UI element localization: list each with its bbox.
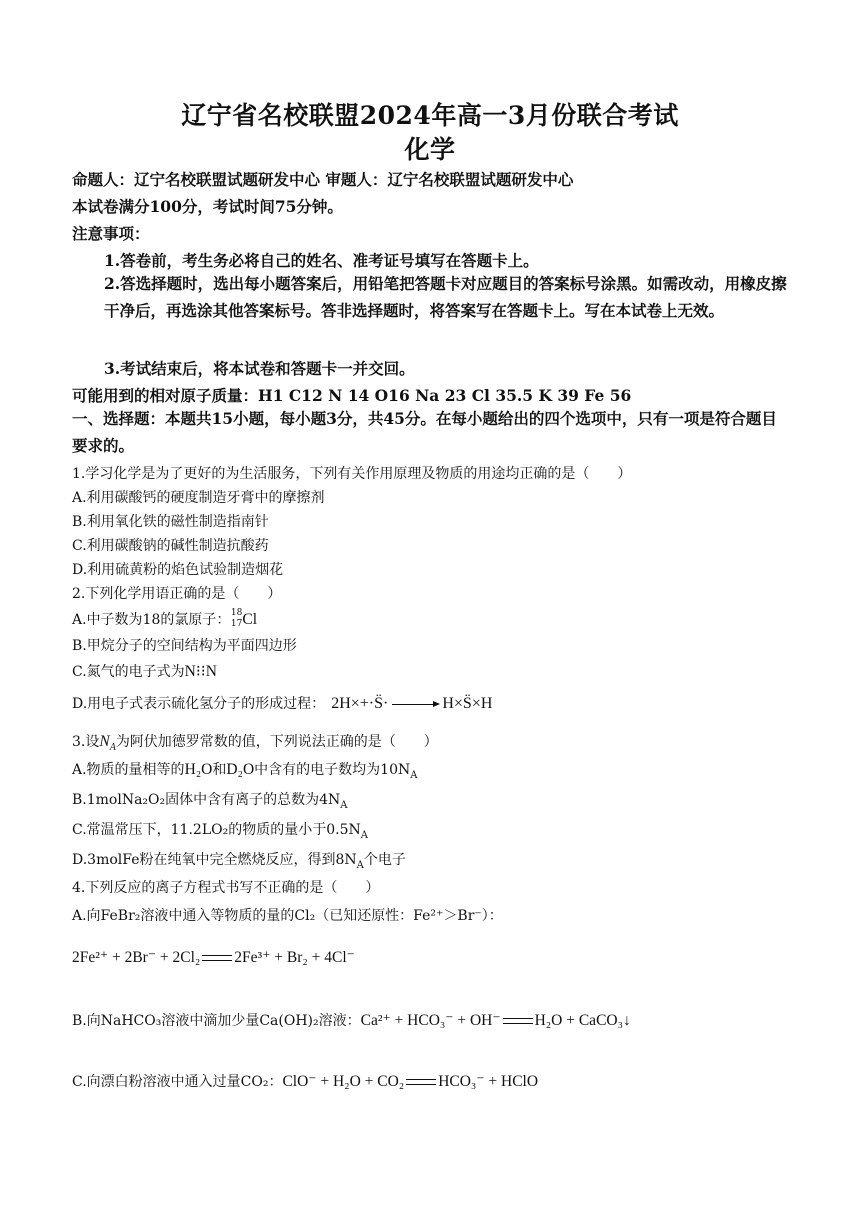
q3-option-a-text: A.物质的量相等的 [72, 762, 185, 778]
q2-option-d-text: D.用电子式表示硫化氢分子的形成过程： [72, 696, 326, 712]
q1-option-a: A.利用碳酸钙的硬度制造牙膏中的摩擦剂 [72, 490, 325, 506]
isotope-notation [230, 610, 242, 630]
h2s-formation-diagram [331, 695, 492, 713]
equation-left: Ca²⁺ + HCO₃⁻ + OH⁻ [360, 1012, 501, 1029]
nitrogen-electron-formula: N⁝⁝N [184, 663, 217, 680]
exam-title: 辽宁省名校联盟2024年高一3月份联合考试 [181, 101, 679, 130]
q2-option-d [72, 693, 492, 713]
na-sub: A [360, 829, 368, 841]
score-time-line: 本试卷满分100分，考试时间75分钟。 [72, 197, 343, 216]
mass-number: 18 [230, 608, 243, 618]
q2-option-b: B.甲烷分子的空间结构为平面四边形 [72, 638, 297, 654]
equation-left: ClO⁻ + H₂O + CO₂ [282, 1073, 405, 1090]
equation-right: 2Fe³⁺ + Br₂ + 4Cl⁻ [234, 949, 355, 966]
q3-option-c [72, 819, 368, 841]
note-1: 1.答卷前，考生务必将自己的姓名、准考证号填写在答题卡上。 [104, 251, 539, 270]
equals-sign-icon [202, 955, 232, 961]
na-sub: A [410, 769, 418, 781]
authors-line: 命题人：辽宁名校联盟试题研发中心 审题人：辽宁名校联盟试题研发中心 [72, 170, 574, 189]
q4-option-b [72, 1010, 631, 1030]
note-2 [72, 270, 788, 324]
q3-stem-post: 为阿伏加德罗常数的值，下列说法正确的是（ ） [115, 734, 438, 750]
equation-right: HCO₃⁻ + HClO [438, 1073, 539, 1090]
q3-option-d [72, 849, 406, 871]
q2-option-c-text: C.氮气的电子式为 [72, 664, 185, 680]
atomic-masses: 可能用到的相对原子质量：H1 C12 N 14 O16 Na 23 Cl 35.5 K 39 Fe 56 [72, 386, 632, 405]
q3-option-a-tail: 中含有的电子数均为10N [254, 762, 411, 778]
q2-option-a-text: A.中子数为18的氯原子： [72, 612, 231, 628]
equals-sign-icon [406, 1079, 436, 1085]
q1-stem: 1.学习化学是为了更好的为生活服务，下列有关作用原理及物质的用途均正确的是（ ） [72, 466, 632, 482]
q2-stem: 2.下列化学用语正确的是（ ） [72, 586, 282, 602]
equation-left: 2Fe²⁺ + 2Br⁻ + 2Cl₂ [72, 949, 201, 966]
q4-option-c [72, 1071, 538, 1091]
q1-option-d: D.利用硫黄粉的焰色试验制造烟花 [72, 562, 284, 578]
q3-option-a-and: 和 [212, 762, 227, 778]
q1-option-c: C.利用碳酸钠的碱性制造抗酸药 [72, 538, 269, 554]
equation-right: H₂O + CaCO₃↓ [534, 1012, 631, 1029]
q3-option-d-text: D.3molFe粉在纯氧中完全燃烧反应，得到8N [72, 852, 357, 868]
notes-title: 注意事项： [72, 224, 150, 243]
q1-option-b: B.利用氧化铁的磁性制造指南针 [72, 514, 269, 530]
section-1-heading [72, 405, 788, 459]
q2-option-c [72, 661, 217, 681]
q3-option-b-text: B.1molNa₂O₂固体中含有离子的总数为4N [72, 792, 341, 808]
na-sub: A [340, 799, 348, 811]
note-3: 3.考试结束后，将本试卷和答题卡一并交回。 [104, 359, 415, 378]
q4-stem: 4.下列反应的离子方程式书写不正确的是（ ） [72, 880, 380, 896]
avogadro-sub: A [109, 742, 116, 754]
na-sub: A [356, 859, 364, 871]
avogadro-n: N [99, 733, 110, 750]
note-2-text: 2.答选择题时，选出每小题答案后，用铅笔把答题卡对应题目的答案标号涂黑。如需改动，用橡皮擦干净后，再选涂其他答案标号。答非选择题时，将答案写在答题卡上。写在本试卷上无效。 [104, 274, 787, 320]
h2s-product: H×S̈×H [442, 695, 493, 712]
q3-option-b [72, 789, 348, 811]
atomic-number: 17 [230, 619, 243, 629]
q3-option-d-tail: 个电子 [363, 852, 406, 868]
q4-option-c-text: C.向漂白粉溶液中通入过量CO₂： [72, 1074, 283, 1090]
element-symbol: Cl [242, 611, 258, 628]
q3-stem-pre: 3.设 [72, 734, 100, 750]
h2s-reactants: 2H×+·S̈· [331, 695, 389, 712]
q3-option-c-text: C.常温常压下，11.2LO₂的物质的量小于0.5N [72, 822, 361, 838]
heavy-water-formula: D₂O [226, 761, 255, 778]
q4-option-a-equation [72, 948, 355, 967]
q3-option-a [72, 759, 417, 781]
equals-sign-icon [503, 1018, 533, 1024]
section-1-heading-text: 一、选择题：本题共15小题，每小题3分，共45分。在每小题给出的四个选项中，只有一项是符合题目要求的。 [72, 409, 777, 455]
reaction-arrow-icon [392, 704, 438, 705]
avogadro-symbol [99, 733, 116, 754]
water-formula: H₂O [184, 761, 213, 778]
q4-option-a: A.向FeBr₂溶液中通入等物质的量的Cl₂（已知还原性：Fe²⁺＞Br⁻）： [72, 908, 503, 924]
q2-option-a [72, 609, 257, 630]
q3-stem [72, 731, 438, 753]
q4-option-b-text: B.向NaHCO₃溶液中滴加少量Ca(OH)₂溶液： [72, 1013, 361, 1029]
exam-subject: 化学 [404, 135, 456, 164]
